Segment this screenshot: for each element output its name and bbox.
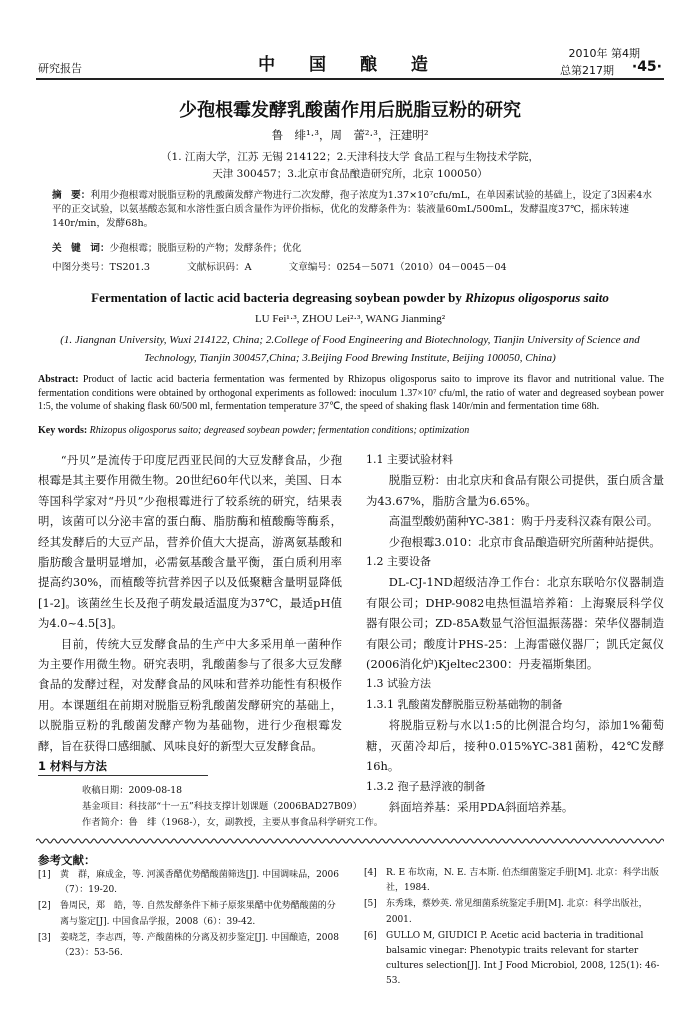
doc-code: 文献标识码：A	[187, 262, 252, 273]
ref-text: R. E 布坎南，N. E. 吉本斯. 伯杰细菌鉴定手册[M]. 北京：科学出版社，1984.	[386, 868, 659, 894]
reference-item	[364, 866, 664, 896]
abstract-en	[38, 373, 664, 414]
section-label: 研究报告	[38, 62, 82, 75]
keywords-en-label: Key words:	[38, 425, 88, 436]
ref-number: [1]	[38, 870, 51, 880]
issue-label: 2010年 第4期	[568, 47, 640, 60]
keywords-en	[38, 425, 664, 436]
body-column-right	[366, 450, 664, 817]
ref-text: 鲁周民，郑 皓，等. 自然发酵条件下柿子原浆果醋中优势醋酸菌的分离与鉴定[J]. 中国食品学报，2008（6）：39-42.	[60, 901, 336, 927]
method-paragraph: 斜面培养基：采用PDA斜面培养基。	[388, 799, 574, 814]
reference-item	[364, 929, 664, 990]
classification-row	[52, 259, 652, 273]
affiliations-cn	[0, 149, 700, 183]
header-divider	[36, 78, 664, 80]
ref-number: [4]	[364, 868, 377, 878]
subsection-heading: 1.1 主要试验材料	[366, 453, 453, 466]
material-paragraph: 少孢根霉3.010：北京市食品酿造研究所菌种站提供。	[388, 534, 661, 549]
footnote	[82, 783, 642, 831]
wave-divider	[36, 837, 664, 845]
total-issue-label: 总第217期	[560, 64, 614, 77]
journal-name: 中 国 酿 造	[258, 55, 442, 75]
abstract-cn	[52, 189, 652, 231]
keywords-cn-text: 少孢根霉；脱脂豆粉的产物；发酵条件；优化	[109, 243, 302, 254]
paper-title-en	[0, 290, 700, 306]
paper-title-cn: 少孢根霉发酵乳酸菌作用后脱脂豆粉的研究	[179, 100, 521, 121]
references-title: 参考文献：	[38, 853, 96, 867]
clc-number: 中图分类号：TS201.3	[52, 262, 150, 273]
affiliations-en	[54, 331, 646, 367]
reference-item	[364, 897, 664, 927]
affiliation-cn-line: （1. 江南大学，江苏 无锡 214122；2.天津科技大学 食品工程与生物技术学院，	[161, 151, 539, 163]
footnote-divider	[38, 775, 208, 776]
affiliation-en-line: (1. Jiangnan University, Wuxi 214122, China; 2.College of Food Engineering and Biotechnology, Tianjin University of Science and	[60, 334, 640, 346]
subsubsection-heading: 1.3.1 乳酸菌发酵脱脂豆粉基础物的制备	[366, 697, 563, 711]
keywords-cn-label: 关 键 词：	[52, 243, 110, 254]
title-en-main: Fermentation of lactic acid bacteria degreasing soybean powder by	[91, 290, 466, 305]
keywords-en-text: Rhizopus oligosporus saito; degreased soybean powder; fermentation conditions; optimization	[87, 425, 470, 436]
affiliation-en-line: Technology, Tianjin 300457,China; 3.Beijing Food Brewing Institute, Beijing 100050, China)	[144, 352, 556, 364]
abstract-en-label: Abstract:	[38, 374, 79, 385]
keywords-cn	[52, 240, 652, 254]
material-paragraph: 高温型酸奶菌种YC-381：购于丹麦科汉森有限公司。	[388, 514, 659, 529]
reference-item	[38, 931, 340, 961]
references-right	[364, 866, 664, 991]
article-number: 文章编号：0254－5071（2010）04－0045－04	[288, 262, 507, 273]
abstract-cn-label: 摘 要：	[52, 190, 91, 201]
affiliation-cn-line: 天津 300457；3.北京市食品酿造研究所，北京 100050）	[212, 168, 488, 180]
section-heading: 1 材料与方法	[38, 759, 107, 774]
fund-info: 基金项目：科技部“十一五”科技支撑计划课题（2006BAD27B09）	[82, 801, 362, 812]
subsection-heading: 1.2 主要设备	[366, 555, 431, 569]
ref-text: 东秀珠，蔡妙英. 常见细菌系统鉴定手册[M]. 北京：科学出版社，2001.	[386, 899, 648, 925]
material-paragraph: 脱脂豆粉：由北京庆和食品有限公司提供，蛋白质含量为43.67%，脂肪含量为6.65%。	[366, 473, 664, 508]
intro-paragraph: “丹贝”是流传于印度尼西亚民间的大豆发酵食品，少孢根霉是其主要作用微生物。20世纪60年代以来，美国、日本等国科学家对“丹贝”少孢根霉进行了较系统的研究，结果表明，该菌可以分泌丰富的蛋白酶、脂肪酶和植酸酶等酶系，经其发酵后的大豆产品，营养价值大大提高，游离氨基酸和脂肪酸含量明显增加，必需氨基酸含量平衡，蛋白质利用率提高约30%，而植酸等抗营养因子以及低聚糖含量明显降低[1-2]。该菌丝生长及孢子萌发最适温度为37℃，最适pH值为4.0~4.5[3]。	[38, 453, 342, 631]
ref-text: GULLO M, GIUDICI P. Acetic acid bacteria in traditional balsamic vinegar: Phenotypic traits relevant for starter cultures selection[J]. Int J Food Microbiol, 2008, 125(1): 46-53.	[386, 930, 660, 987]
ref-text: 姜晓芝，李志西，等. 产酸菌株的分离及初步鉴定[J]. 中国酿造，2008（23）：53-56.	[60, 932, 339, 959]
body-column-left	[38, 450, 342, 777]
equipment-paragraph: DL-CJ-1ND超级洁净工作台：北京东联哈尔仪器制造有限公司；DHP-9082电热恒温培养箱：上海聚辰科学仪器有限公司；ZD-85A数显气浴恒温振荡器：荣华仪器制造有限公司；酸度计PHS-25：上海雷磁仪器厂；凯氏定氮仪(2006消化炉)Kjeltec2300：丹麦福斯集团。	[366, 575, 664, 672]
ref-text: 黄 群，麻成金，等. 河溪香醋优势醋酸菌筛选[J]. 中国调味品，2006（7）：19-20.	[60, 870, 339, 896]
received-date: 收稿日期：2009-08-18	[82, 785, 183, 796]
ref-number: [5]	[364, 899, 377, 910]
page-number: ·45·	[631, 59, 662, 75]
author-bio: 作者简介：鲁 绯（1968-），女，副教授，主要从事食品科学研究工作。	[82, 817, 384, 828]
ref-number: [6]	[364, 930, 377, 941]
authors-en: LU Fei¹·³, ZHOU Lei²·³, WANG Jianming²	[254, 313, 446, 325]
method-paragraph: 将脱脂豆粉与水以1:5的比例混合均匀，添加1%葡萄糖，灭菌冷却后，接种0.015%YC-381菌粉，42℃发酵16h。	[366, 718, 664, 774]
ref-number: [3]	[38, 932, 51, 943]
ref-number: [2]	[38, 901, 51, 912]
title-en-italic: Rhizopus oligosporus saito	[465, 290, 609, 305]
authors-cn: 鲁 绯¹·³，周 蕾²·³，汪建明²	[271, 128, 429, 142]
references-left	[38, 868, 340, 962]
intro-paragraph: 目前，传统大豆发酵食品的生产中大多采用单一菌种作为主要作用微生物。研究表明，乳酸菌参与了很多大豆发酵食品的发酵过程，对发酵食品的风味和营养功能性有积极作用。本课题组在前期对脱脂豆粉乳酸菌发酵研究的基础上，以脱脂豆粉的乳酸菌发酵产物为基础物，进行少孢根霉发酵，旨在获得口感细腻、风味良好的新型大豆发酵食品。	[38, 636, 342, 753]
abstract-en-text: Product of lactic acid bacteria fermentation was fermented by Rhizopus oligosporus saito to improve its flavor and nutritional value. The fermentation conditions were obtained by orthogonal experiments as followed: inoculum 1.37×10⁷ cfu/ml, the ratio of water and degreased soybean power 1:5, the volume of shaking flask 60/500 ml, fermentation temperature 37℃, the speed of shaking flask 140r/min and fermentation time 68h.	[38, 374, 664, 412]
subsubsection-heading: 1.3.2 孢子悬浮液的制备	[366, 779, 486, 793]
abstract-cn-text: 利用少孢根霉对脱脂豆粉的乳酸菌发酵产物进行二次发酵，孢子浓度为1.37×10⁷cfu/mL，在单因素试验的基础上，设定了3因素4水平的正交试验，以氨基酸态氮和水溶性蛋白质含量作为评价指标，优化的发酵条件为：装液量60mL/500mL，发酵温度37℃，摇床转速140r/min，发酵68h。	[52, 190, 652, 229]
subsection-heading: 1.3 试验方法	[366, 677, 431, 691]
reference-item	[38, 899, 340, 929]
reference-item	[38, 868, 340, 898]
